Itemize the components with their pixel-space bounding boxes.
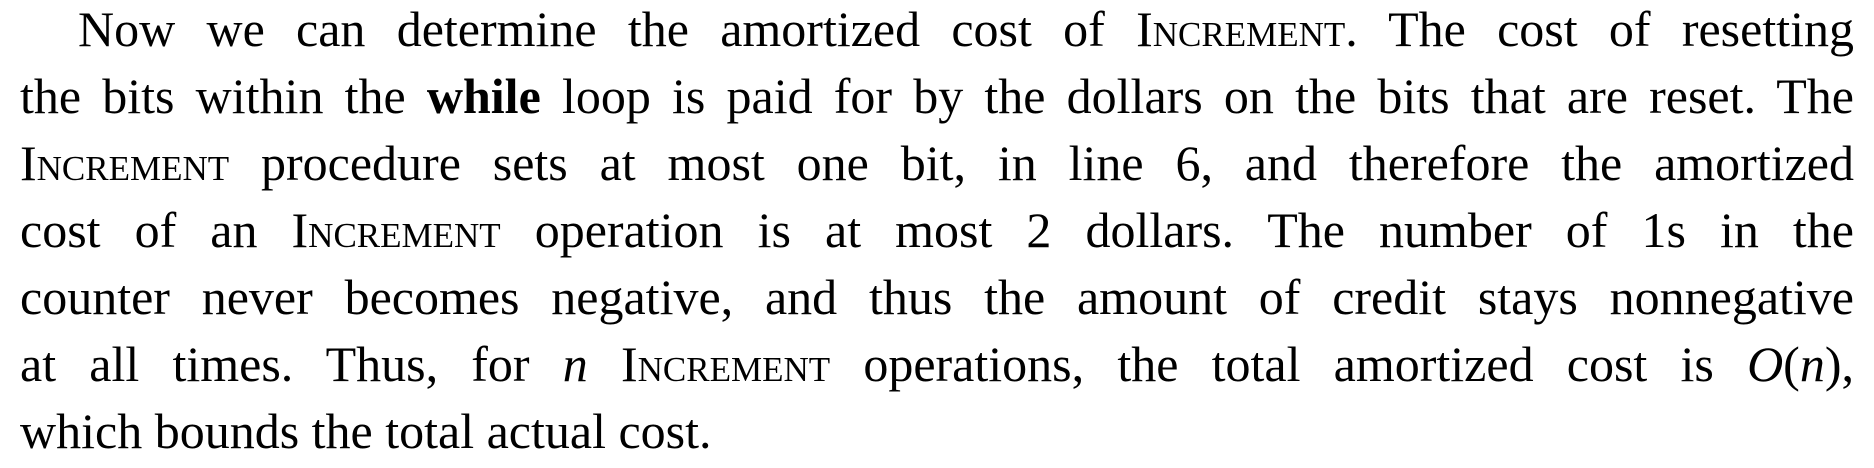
paragraph-line (20, 264, 1854, 330)
text-run: operations, the total amortized cost is (830, 336, 1748, 392)
text-run: the bits within the (20, 68, 427, 124)
math-variable-n: n (562, 336, 588, 392)
paragraph-line (78, 0, 1854, 62)
text-run: operation is at most 2 dollars. The number of 1s in the (500, 202, 1854, 258)
paragraph-line (20, 331, 1854, 397)
paragraph-line (20, 130, 1854, 196)
text-run: counter never becomes negative, and thus the amount of credit stays nonnegative (20, 269, 1854, 325)
text-run: cost of an (20, 202, 292, 258)
text-run: procedure sets at most one bit, in line 6, and therefore the amortized (229, 135, 1854, 191)
math-variable-n: n (1799, 336, 1825, 392)
procedure-name: Increment (20, 135, 230, 191)
paragraph-line (20, 63, 1854, 129)
procedure-name: Increment (1136, 1, 1346, 57)
big-o-symbol: O (1747, 336, 1784, 392)
keyword-while: while (426, 68, 541, 124)
text-run: loop is paid for by the dollars on the bits that are reset. The (540, 68, 1854, 124)
text-run: , (1841, 336, 1854, 392)
paragraph-line (20, 398, 1854, 464)
text-run: which bounds the total actual cost. (20, 403, 712, 459)
text-run: at all times. Thus, for (20, 336, 563, 392)
text-run (588, 336, 621, 392)
procedure-name: Increment (291, 202, 501, 258)
text-run: . The cost of resetting (1345, 1, 1854, 57)
text-run: Now we can determine the amortized cost of (78, 1, 1137, 57)
procedure-name: Increment (620, 336, 831, 392)
paragraph-line (20, 197, 1854, 263)
math-paren: ) (1824, 336, 1842, 392)
math-paren: ( (1783, 336, 1800, 392)
